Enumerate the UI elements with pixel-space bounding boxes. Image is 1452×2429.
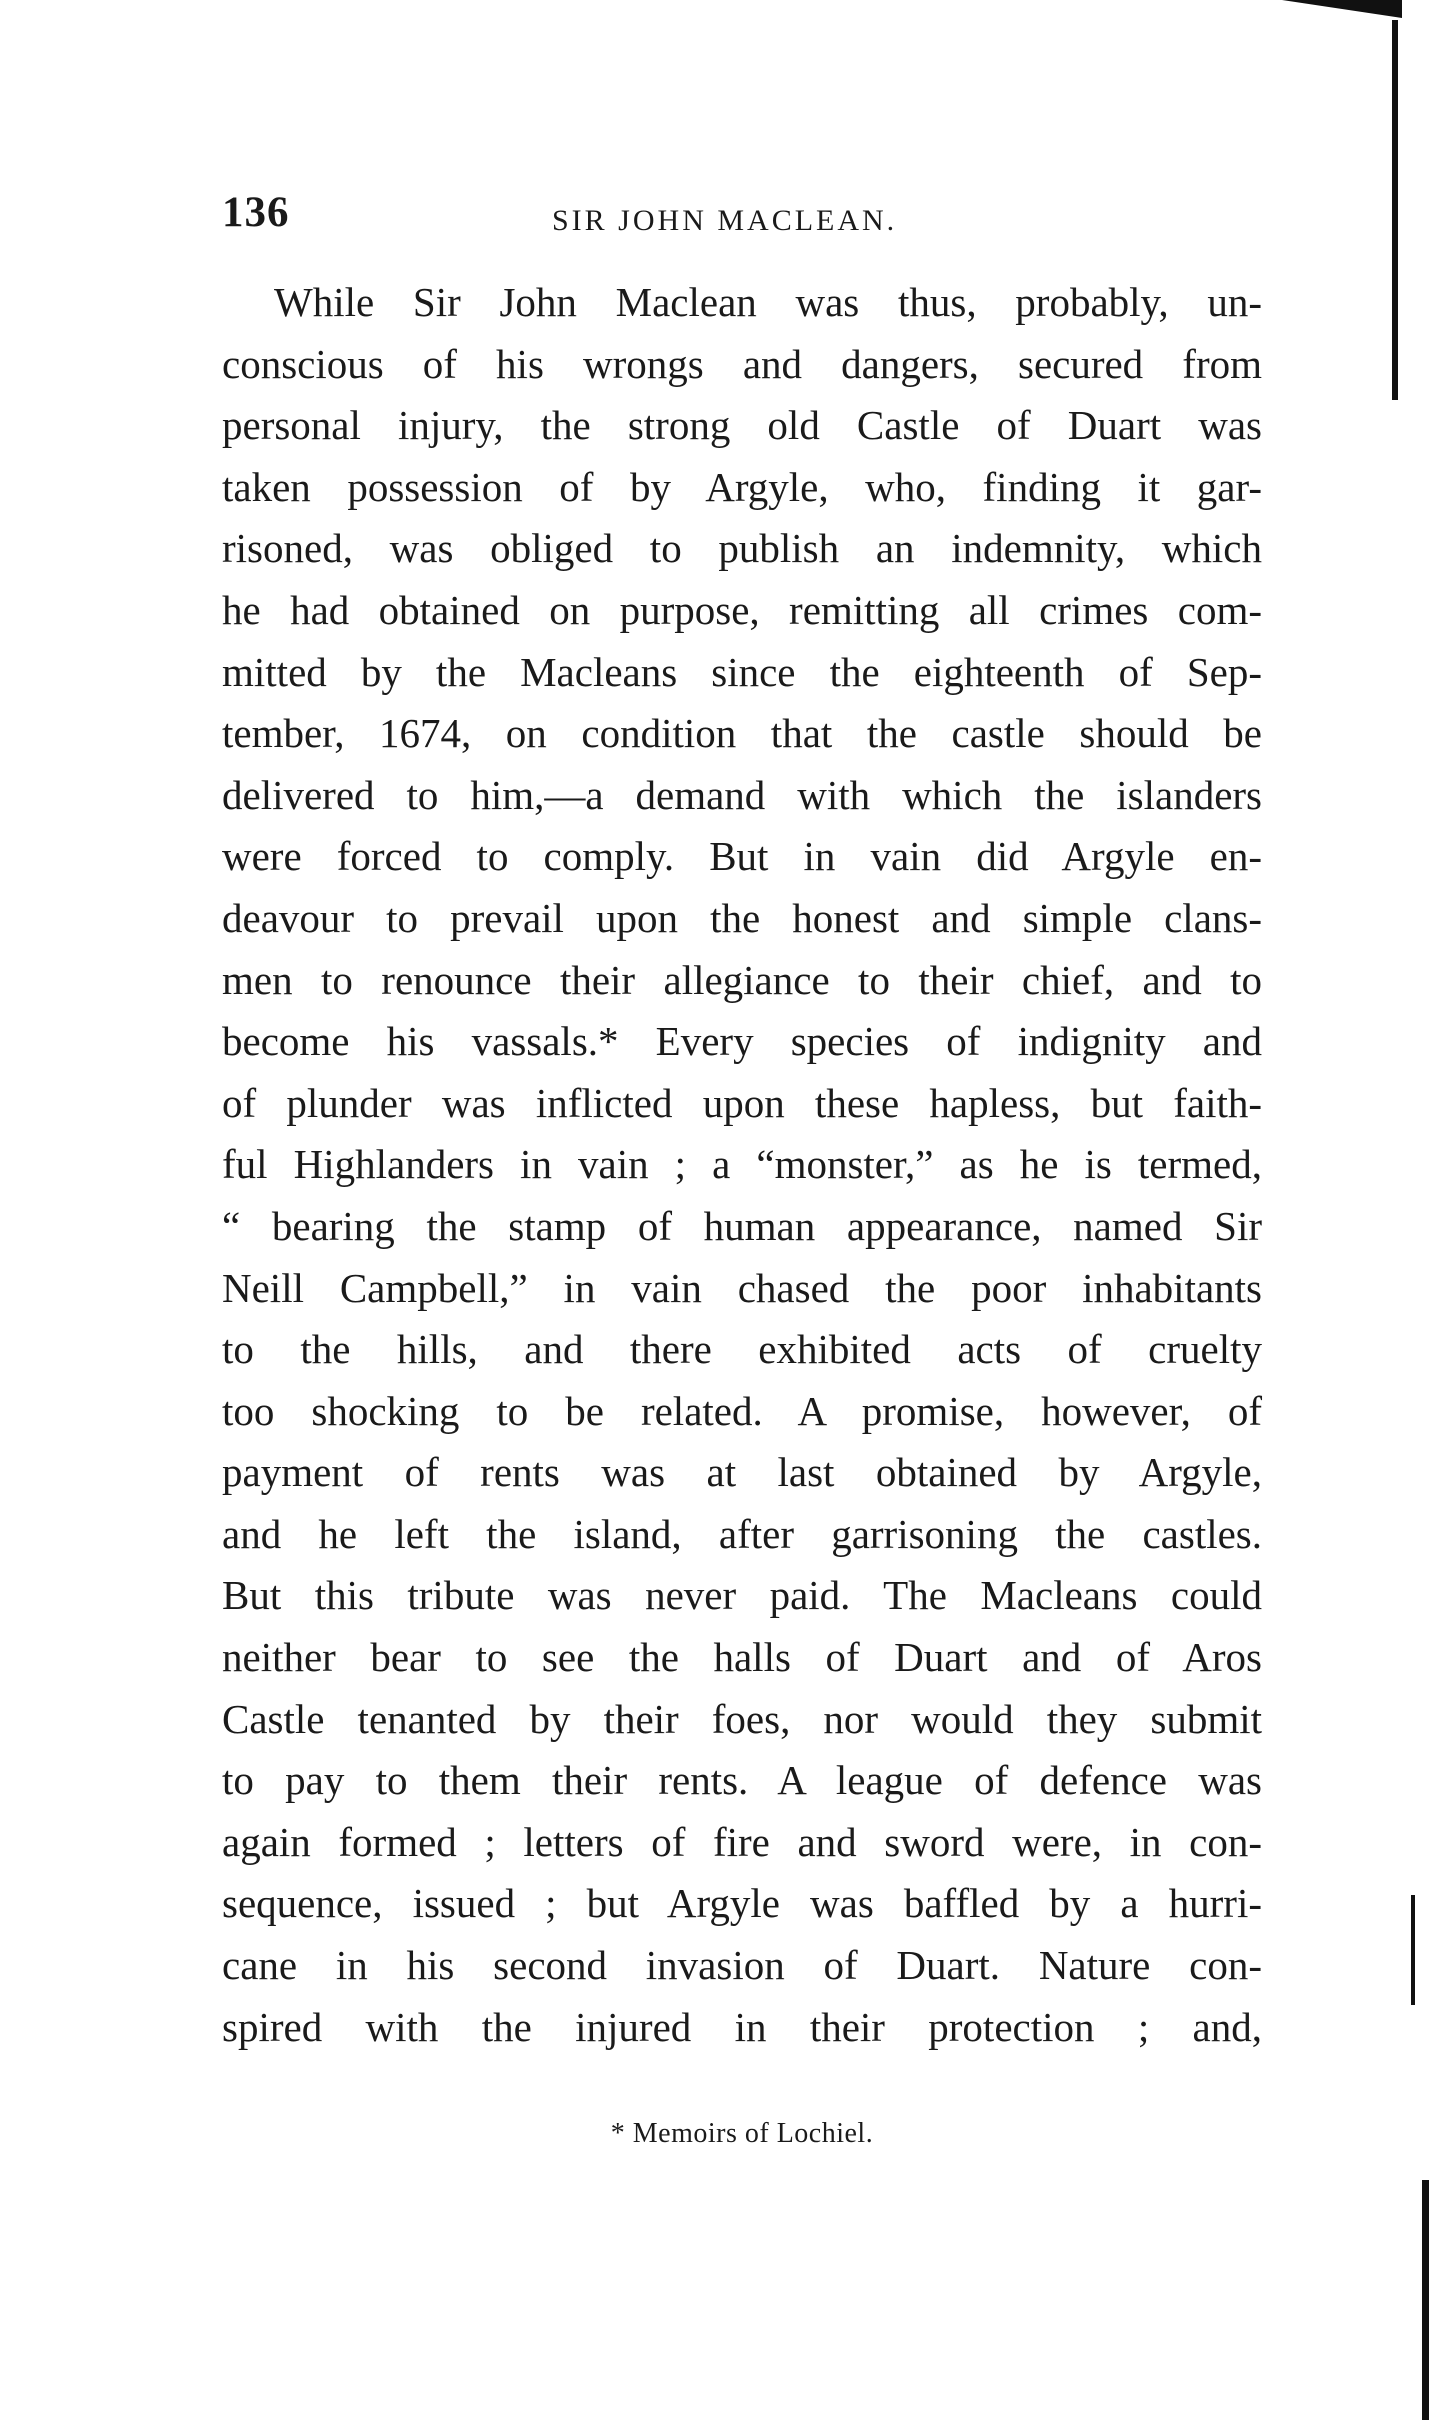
- body-text: [222, 272, 1262, 2058]
- scan-edge-line-top: [1392, 20, 1398, 400]
- text-line: to pay to them their rents. A league of defence was: [222, 1757, 1262, 1804]
- text-line: “ bearing the stamp of human appearance, named Sir: [222, 1202, 1262, 1249]
- text-line: cane in his second invasion of Duart. Nature con-: [222, 1942, 1262, 1989]
- scan-edge-line-middle: [1411, 1895, 1415, 2005]
- text-line: of plunder was inflicted upon these hapless, but faith-: [222, 1079, 1262, 1126]
- text-line: spired with the injured in their protection ; and,: [222, 2003, 1262, 2050]
- text-line: risoned, was obliged to publish an indemnity, which: [222, 525, 1262, 572]
- text-line: he had obtained on purpose, remitting all crimes com-: [222, 586, 1262, 633]
- running-head: SIR JOHN MACLEAN.: [552, 204, 898, 237]
- text-line: While Sir John Maclean was thus, probably, un-: [274, 279, 1262, 325]
- text-line: too shocking to be related. A promise, however, of: [222, 1387, 1262, 1434]
- text-line: sequence, issued ; but Argyle was baffled by a hurri-: [222, 1880, 1262, 1927]
- text-line: and he left the island, after garrisoning the castles.: [222, 1510, 1262, 1557]
- text-line: But this tribute was never paid. The Macleans could: [222, 1572, 1262, 1619]
- text-line: become his vassals.* Every species of indignity and: [222, 1018, 1262, 1065]
- page-header: [222, 188, 1262, 248]
- page-number: 136: [222, 189, 290, 236]
- text-line: conscious of his wrongs and dangers, secured from: [222, 340, 1262, 387]
- scan-corner-mark: [1282, 0, 1402, 18]
- text-line: tember, 1674, on condition that the castle should be: [222, 710, 1262, 757]
- text-line: Neill Campbell,” in vain chased the poor inhabitants: [222, 1264, 1262, 1311]
- text-line: personal injury, the strong old Castle of Duart was: [222, 402, 1262, 449]
- text-line: ful Highlanders in vain ; a “monster,” as he is termed,: [222, 1141, 1262, 1188]
- text-line: were forced to comply. But in vain did Argyle en-: [222, 833, 1262, 880]
- text-line: taken possession of by Argyle, who, finding it gar-: [222, 463, 1262, 510]
- text-line: payment of rents was at last obtained by Argyle,: [222, 1449, 1262, 1496]
- text-line: men to renounce their allegiance to their chief, and to: [222, 956, 1262, 1003]
- text-line: Castle tenanted by their foes, nor would they submit: [222, 1695, 1262, 1742]
- text-line: to the hills, and there exhibited acts of cruelty: [222, 1326, 1262, 1373]
- text-line: neither bear to see the halls of Duart and of Aros: [222, 1634, 1262, 1681]
- text-line: deavour to prevail upon the honest and simple clans-: [222, 894, 1262, 941]
- text-line: mitted by the Macleans since the eighteenth of Sep-: [222, 648, 1262, 695]
- scan-edge-line-bottom: [1422, 2180, 1429, 2420]
- footnote: * Memoirs of Lochiel.: [610, 2118, 874, 2149]
- text-line: delivered to him,—a demand with which the islanders: [222, 771, 1262, 818]
- text-line: again formed ; letters of fire and sword were, in con-: [222, 1818, 1262, 1865]
